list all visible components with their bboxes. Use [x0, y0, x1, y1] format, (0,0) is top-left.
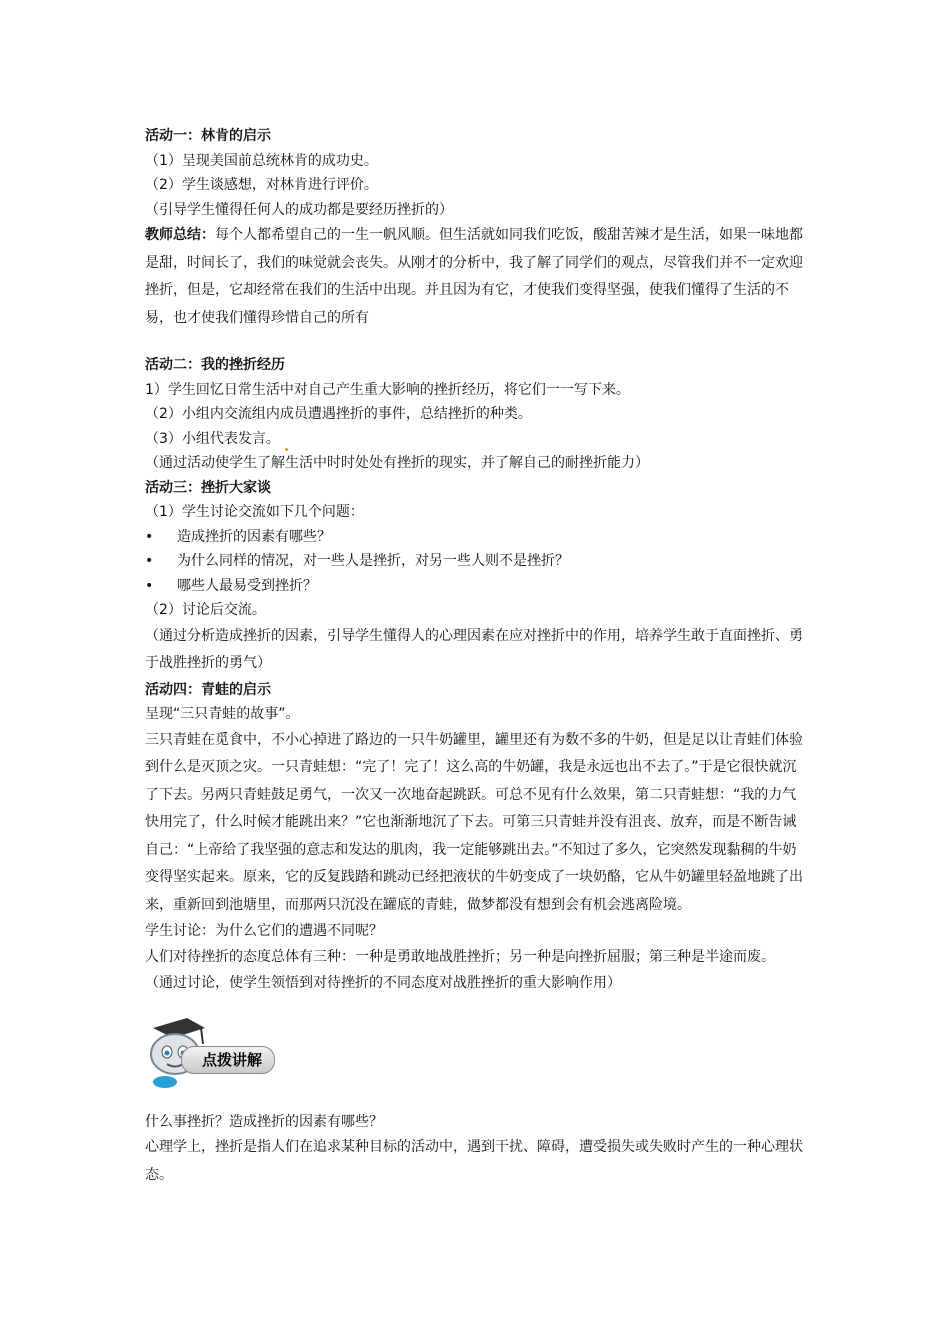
activity2-item-4: （通过活动使学生了解生活中时时处处有挫折的现实，并了解自己的耐挫折能力）	[145, 455, 649, 471]
bullet-text: 为什么同样的情况，对一些人是挫折，对另一些人则不是挫折？	[177, 553, 569, 569]
activity4-title: 活动四：青蛙的启示	[145, 681, 271, 698]
bullet-text: 哪些人最易受到挫折？	[177, 577, 317, 594]
document-page	[145, 124, 810, 1189]
activity2-item-1: 1）学生回忆日常生活中对自己产生重大影响的挫折经历，将它们一一写下来。	[145, 381, 630, 398]
activity3-after: （2）讨论后交流。	[145, 602, 266, 618]
activity3-title: 活动三：挫折大家谈	[145, 479, 271, 496]
activity2-title: 活动二：我的挫折经历	[145, 357, 285, 373]
teacher-summary	[145, 222, 810, 332]
section-logo	[145, 1014, 275, 1092]
bullet-symbol: •	[145, 528, 154, 545]
activity2-item-2: （2）小组内交流组内成员遭遇挫折的事件，总结挫折的种类。	[145, 406, 532, 422]
activity1-item-2: （2）学生谈感想，对林肯进行评价。	[145, 177, 378, 193]
section-definition: 心理学上，挫折是指人们在追求某种目标的活动中，遇到干扰、障碍，遭受损失或失败时产生的一种心理状态。	[145, 1139, 803, 1183]
activity3-note: （通过分析造成挫折的因素，引导学生懂得人的心理因素在应对挫折中的作用，培养学生敢于直面挫折、勇于战胜挫折的勇气）	[145, 627, 803, 671]
section-question: 什么事挫折？造成挫折的因素有哪些？	[145, 1113, 383, 1130]
activity4-discussion: 学生讨论：为什么它们的遭遇不同呢？	[145, 923, 383, 939]
bullet-text: 造成挫折的因素有哪些？	[177, 528, 331, 545]
activity4-present: 呈现“三只青蛙的故事”。	[145, 706, 300, 722]
activity3-intro: （1）学生讨论交流如下几个问题：	[145, 504, 364, 520]
activity1-item-1: （1）呈现美国前总统林肯的成功史。	[145, 152, 378, 169]
frog-story: 三只青蛙在觅食中，不小心掉进了路边的一只牛奶罐里，罐里还有为数不多的牛奶，但是足以让青蛙们体验到什么是灭顶之灾。一只青蛙想：“完了！完了！这么高的牛奶罐，我是永远也出不去了。”于是它很快就沉了下去。另两只青蛙鼓足勇气，一次又一次地奋起跳跃。可总不见有什么效果，第二只青蛙想：“我的力气快用完了，什么时候才能跳出来？”它也渐渐地沉了下去。可第三只青蛙并没有沮丧、放弃，而是不断告诫自己：“上帝给了我坚强的意志和发达的肌肉，我一定能够跳出去。”不知过了多久，它突然发现黏稠的牛奶变得坚实起来。原来，它的反复践踏和跳动已经把液状的牛奶变成了一块奶酪，它从牛奶罐里轻盈地跳了出来，重新回到池塘里，而那两只沉没在罐底的青蛙，做梦都没有想到会有机会逃离险境。	[145, 731, 803, 913]
activity1-item-3: （引导学生懂得任何人的成功都是要经历挫折的）	[145, 201, 453, 218]
activity3-bullet-3	[145, 574, 810, 599]
activity3-bullet-2	[145, 549, 810, 574]
teacher-summary-label: 教师总结：	[145, 227, 215, 243]
activity1-title: 活动一：林肯的启示	[145, 128, 271, 144]
activity2-item-3	[145, 427, 810, 452]
bullet-symbol: •	[145, 577, 154, 594]
activity4-attitudes: 人们对待挫折的态度总体有三种：一种是勇敢地战胜挫折；另一种是向挫折屈服；第三种是半途而废。	[145, 948, 775, 965]
bullet-symbol: •	[145, 553, 154, 569]
section-badge: 点拨讲解	[181, 1046, 275, 1074]
activity4-note: （通过讨论，使学生领悟到对待挫折的不同态度对战胜挫折的重大影响作用）	[145, 975, 621, 991]
activity3-bullet-1	[145, 525, 810, 550]
teacher-summary-text: 每个人都希望自己的一生一帆风顺。但生活就如同我们吃饭，酸甜苦辣才是生活，如果一味地都是甜，时间长了，我们的味觉就会丧失。从刚才的分析中，我了解了同学们的观点，尽管我们并不一定欢迎挫折，但是，它却经常在我们的生活中出现。并且因为有它，才使我们变得坚强，使我们懂得了生活的不易，也才使我们懂得珍惜自己的所有	[145, 227, 803, 326]
activity2-item-3-text: （3）小组代表发言。	[145, 430, 280, 447]
